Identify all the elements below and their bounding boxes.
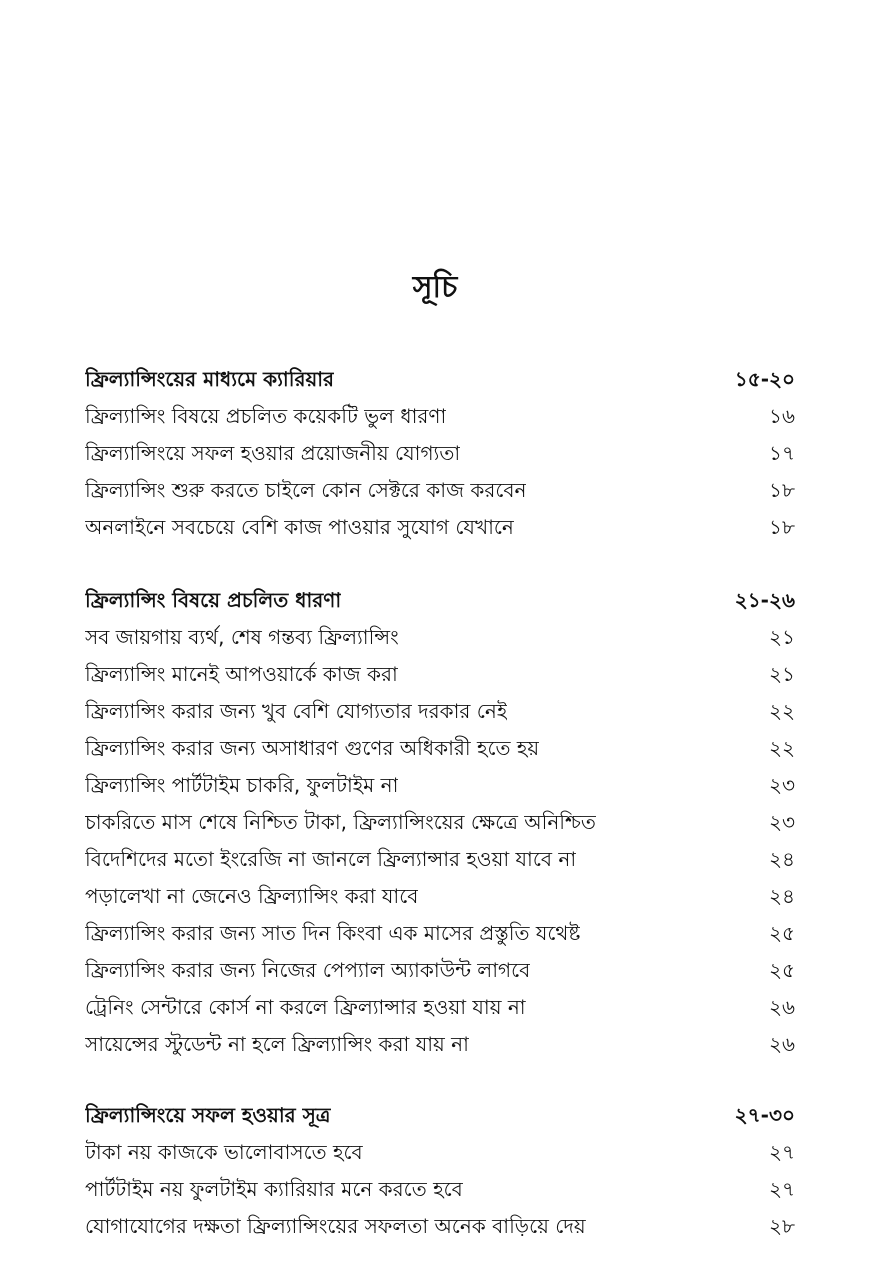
toc-entry-label: সব জায়গায় ব্যর্থ, শেষ গন্তব্য ফ্রিল্যান্সিং <box>85 625 399 649</box>
toc-entry <box>85 1026 795 1063</box>
toc-entry <box>85 804 795 841</box>
toc-section-1 <box>85 361 795 546</box>
toc-section-heading <box>85 1097 795 1134</box>
toc-entry-label: পার্টটাইম নয় ফুলটাইম ক্যারিয়ার মনে করতে হবে <box>85 1177 463 1201</box>
toc-entry-label: ফ্রিল্যান্সিং বিষয়ে প্রচলিত কয়েকটি ভুল ধারণা <box>85 404 447 428</box>
toc-entry <box>85 619 795 656</box>
toc-entry <box>85 509 795 546</box>
toc-entry <box>85 1208 795 1245</box>
toc-entry-page: ২১ <box>769 625 795 649</box>
toc-entry <box>85 730 795 767</box>
toc-entry-page: ২৬ <box>768 1032 795 1056</box>
toc-entry-label: ফ্রিল্যান্সিং করার জন্য নিজের পেপ্যাল অ্যাকাউন্ট লাগবে <box>85 958 531 982</box>
toc-heading-page: ১৫-২০ <box>734 367 795 391</box>
toc-entry-page: ১৮ <box>769 515 795 539</box>
toc-entry-page: ১৭ <box>769 441 795 465</box>
toc-entry-label: ফ্রিল্যান্সিং পার্টটাইম চাকরি, ফুলটাইম না <box>85 773 399 797</box>
toc-entry-page: ২৬ <box>768 995 795 1019</box>
toc-entry-label: টাকা নয় কাজকে ভালোবাসতে হবে <box>85 1140 363 1164</box>
toc-entry <box>85 989 795 1026</box>
toc-entry-page: ২৫ <box>769 921 795 945</box>
page-title: সূচি <box>412 270 458 305</box>
toc-entry-label: পড়ালেখা না জেনেও ফ্রিল্যান্সিং করা যাবে <box>85 884 419 908</box>
toc-entry-page: ২৩ <box>768 773 795 797</box>
toc-entry-page: ২৭ <box>768 1177 795 1201</box>
toc-entry <box>85 878 795 915</box>
toc-entry-page: ২৪ <box>769 884 795 908</box>
toc-entry-label: ফ্রিল্যান্সিং শুরু করতে চাইলে কোন সেক্টরে কাজ করবেন <box>85 478 527 502</box>
toc-entry-page: ২৮ <box>769 1214 795 1238</box>
toc-entry-label: ফ্রিল্যান্সিং করার জন্য খুব বেশি যোগ্যতার দরকার নেই <box>85 699 508 723</box>
toc-entry-page: ১৬ <box>769 404 795 428</box>
toc-section-heading <box>85 361 795 398</box>
toc-entry-label: চাকরিতে মাস শেষে নিশ্চিত টাকা, ফ্রিল্যান্সিংয়ের ক্ষেত্রে অনিশ্চিত <box>85 810 596 834</box>
toc-entry-label: ফ্রিল্যান্সিং করার জন্য অসাধারণ গুণের অধিকারী হতে হয় <box>85 736 540 760</box>
toc-entry-label: ফ্রিল্যান্সিং মানেই আপওয়ার্কে কাজ করা <box>85 662 398 686</box>
toc-section-3 <box>85 1097 795 1245</box>
toc-entry <box>85 952 795 989</box>
toc-entry-label: যোগাযোগের দক্ষতা ফ্রিল্যান্সিংয়ের সফলতা অনেক বাড়িয়ে দেয় <box>85 1214 586 1238</box>
toc-entry-label: ফ্রিল্যান্সিংয়ে সফল হওয়ার প্রয়োজনীয় যোগ্যতা <box>85 441 461 465</box>
toc-heading-page: ২১-২৬ <box>734 588 795 612</box>
toc-section-heading <box>85 582 795 619</box>
toc-entry-page: ২৩ <box>768 810 795 834</box>
toc-entry <box>85 398 795 435</box>
toc-entry-page: ১৮ <box>769 478 795 502</box>
toc-entry-label: অনলাইনে সবচেয়ে বেশি কাজ পাওয়ার সুযোগ যেখানে <box>85 515 514 539</box>
toc-heading-page: ২৭-৩০ <box>734 1103 795 1127</box>
toc-entry <box>85 841 795 878</box>
toc-entry-label: ফ্রিল্যান্সিং করার জন্য সাত দিন কিংবা এক মাসের প্রস্তুতি যথেষ্ট <box>85 921 581 945</box>
toc-entry <box>85 656 795 693</box>
toc-entry <box>85 767 795 804</box>
toc-entry-label: সায়েন্সের স্টুডেন্ট না হলে ফ্রিল্যান্সিং করা যায় না <box>85 1032 469 1056</box>
toc-entry-page: ২৫ <box>769 958 795 982</box>
toc-entry-page: ২২ <box>768 736 795 760</box>
toc-entry <box>85 1171 795 1208</box>
toc-entry <box>85 693 795 730</box>
toc-heading-label: ফ্রিল্যান্সিং বিষয়ে প্রচলিত ধারণা <box>85 588 342 612</box>
toc-entry <box>85 915 795 952</box>
toc-heading-label: ফ্রিল্যান্সিংয়ের মাধ্যমে ক্যারিয়ার <box>85 367 335 391</box>
toc-section-2 <box>85 582 795 1063</box>
toc-entry-label: বিদেশিদের মতো ইংরেজি না জানলে ফ্রিল্যান্সার হওয়া যাবে না <box>85 847 577 871</box>
toc-entry-page: ২৭ <box>768 1140 795 1164</box>
toc-entry-page: ২২ <box>768 699 795 723</box>
toc-entry <box>85 472 795 509</box>
toc-entry <box>85 1134 795 1171</box>
toc-entry-page: ২১ <box>769 662 795 686</box>
toc-heading-label: ফ্রিল্যান্সিংয়ে সফল হওয়ার সূত্র <box>85 1103 331 1127</box>
toc-entry-page: ২৪ <box>769 847 795 871</box>
toc-entry <box>85 435 795 472</box>
toc-entry-label: ট্রেনিং সেন্টারে কোর্স না করলে ফ্রিল্যান্সার হওয়া যায় না <box>85 995 526 1019</box>
